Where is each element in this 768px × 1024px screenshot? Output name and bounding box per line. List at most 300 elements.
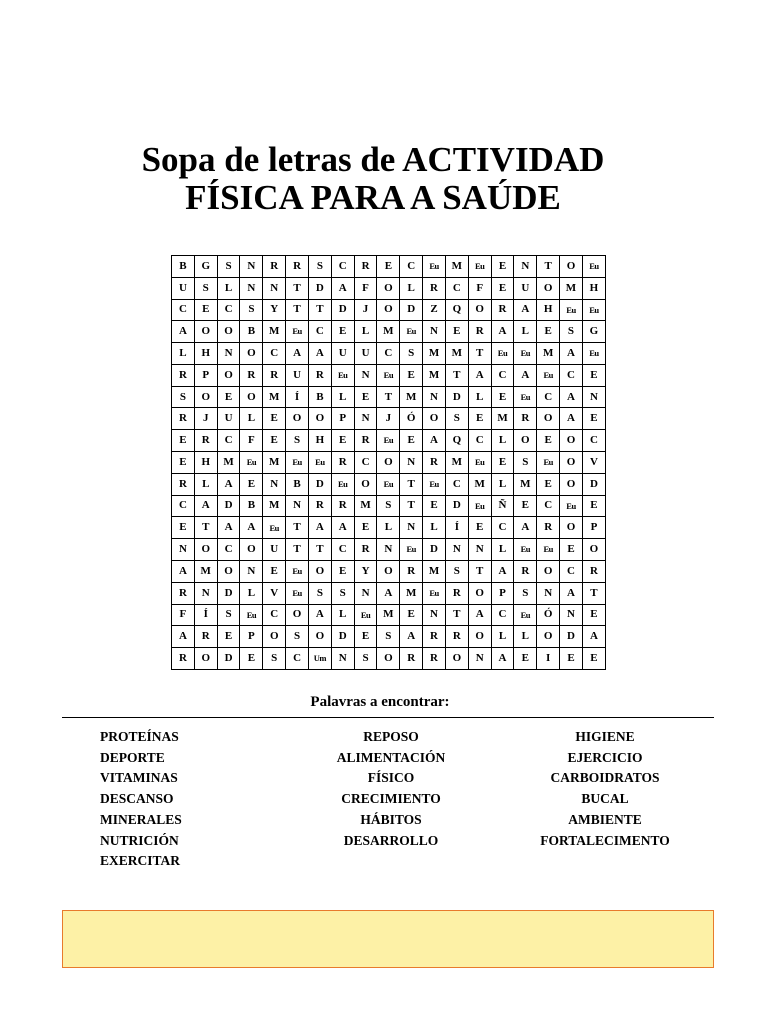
grid-cell[interactable]: O: [308, 626, 331, 648]
grid-cell[interactable]: M: [491, 408, 514, 430]
grid-cell[interactable]: E: [263, 430, 286, 452]
grid-cell[interactable]: Eu: [537, 539, 560, 561]
grid-cell[interactable]: T: [377, 386, 400, 408]
grid-cell[interactable]: S: [172, 386, 195, 408]
grid-cell[interactable]: N: [377, 539, 400, 561]
grid-cell[interactable]: A: [514, 364, 537, 386]
grid-cell[interactable]: C: [217, 299, 240, 321]
grid-cell[interactable]: O: [286, 408, 309, 430]
grid-cell[interactable]: Q: [445, 299, 468, 321]
grid-cell[interactable]: Eu: [514, 604, 537, 626]
grid-cell[interactable]: M: [468, 473, 491, 495]
grid-cell[interactable]: L: [240, 408, 263, 430]
grid-cell[interactable]: L: [377, 517, 400, 539]
grid-cell[interactable]: E: [331, 560, 354, 582]
grid-cell[interactable]: E: [172, 430, 195, 452]
grid-cell[interactable]: L: [331, 604, 354, 626]
grid-cell[interactable]: A: [514, 517, 537, 539]
grid-cell[interactable]: T: [445, 364, 468, 386]
grid-cell[interactable]: S: [445, 408, 468, 430]
grid-cell[interactable]: A: [560, 582, 583, 604]
grid-cell[interactable]: F: [172, 604, 195, 626]
grid-cell[interactable]: A: [308, 517, 331, 539]
grid-cell[interactable]: Eu: [423, 582, 446, 604]
grid-cell[interactable]: Eu: [468, 452, 491, 474]
grid-cell[interactable]: L: [354, 321, 377, 343]
grid-cell[interactable]: C: [377, 343, 400, 365]
grid-cell[interactable]: R: [194, 626, 217, 648]
grid-cell[interactable]: C: [172, 299, 195, 321]
grid-cell[interactable]: O: [194, 648, 217, 670]
grid-cell[interactable]: Eu: [582, 256, 605, 278]
grid-cell[interactable]: E: [537, 430, 560, 452]
grid-cell[interactable]: R: [354, 256, 377, 278]
grid-cell[interactable]: Eu: [468, 256, 491, 278]
grid-cell[interactable]: L: [491, 626, 514, 648]
grid-cell[interactable]: O: [377, 452, 400, 474]
grid-cell[interactable]: L: [400, 277, 423, 299]
grid-cell[interactable]: N: [263, 473, 286, 495]
grid-cell[interactable]: A: [172, 560, 195, 582]
grid-cell[interactable]: M: [445, 256, 468, 278]
grid-cell[interactable]: E: [331, 321, 354, 343]
grid-cell[interactable]: Eu: [582, 343, 605, 365]
grid-cell[interactable]: E: [400, 430, 423, 452]
grid-cell[interactable]: Eu: [423, 256, 446, 278]
grid-cell[interactable]: S: [286, 626, 309, 648]
grid-cell[interactable]: A: [240, 517, 263, 539]
grid-cell[interactable]: V: [582, 452, 605, 474]
grid-cell[interactable]: A: [172, 321, 195, 343]
grid-cell[interactable]: C: [354, 452, 377, 474]
grid-cell[interactable]: U: [354, 343, 377, 365]
grid-cell[interactable]: C: [331, 256, 354, 278]
grid-cell[interactable]: E: [445, 321, 468, 343]
grid-cell[interactable]: N: [354, 582, 377, 604]
grid-cell[interactable]: N: [423, 386, 446, 408]
grid-cell[interactable]: O: [423, 408, 446, 430]
grid-cell[interactable]: R: [240, 364, 263, 386]
grid-cell[interactable]: R: [331, 495, 354, 517]
grid-cell[interactable]: L: [194, 473, 217, 495]
grid-cell[interactable]: C: [217, 539, 240, 561]
grid-cell[interactable]: O: [468, 299, 491, 321]
grid-cell[interactable]: O: [560, 473, 583, 495]
grid-cell[interactable]: M: [194, 560, 217, 582]
grid-cell[interactable]: G: [582, 321, 605, 343]
grid-cell[interactable]: E: [582, 364, 605, 386]
grid-cell[interactable]: T: [400, 473, 423, 495]
grid-cell[interactable]: R: [172, 364, 195, 386]
grid-cell[interactable]: S: [514, 582, 537, 604]
grid-cell[interactable]: E: [491, 386, 514, 408]
grid-cell[interactable]: T: [286, 517, 309, 539]
grid-cell[interactable]: O: [377, 277, 400, 299]
grid-cell[interactable]: S: [377, 626, 400, 648]
grid-cell[interactable]: L: [172, 343, 195, 365]
grid-cell[interactable]: M: [423, 364, 446, 386]
grid-cell[interactable]: R: [468, 321, 491, 343]
grid-cell[interactable]: N: [400, 452, 423, 474]
grid-cell[interactable]: N: [400, 517, 423, 539]
grid-cell[interactable]: C: [537, 386, 560, 408]
grid-cell[interactable]: Eu: [423, 473, 446, 495]
grid-cell[interactable]: Í: [286, 386, 309, 408]
grid-cell[interactable]: T: [468, 560, 491, 582]
grid-cell[interactable]: B: [308, 386, 331, 408]
grid-cell[interactable]: E: [263, 408, 286, 430]
grid-cell[interactable]: L: [240, 582, 263, 604]
grid-cell[interactable]: A: [331, 517, 354, 539]
grid-cell[interactable]: Eu: [400, 321, 423, 343]
grid-cell[interactable]: F: [468, 277, 491, 299]
grid-cell[interactable]: A: [172, 626, 195, 648]
grid-cell[interactable]: O: [217, 321, 240, 343]
grid-cell[interactable]: E: [514, 648, 537, 670]
grid-cell[interactable]: O: [377, 299, 400, 321]
grid-cell[interactable]: C: [331, 539, 354, 561]
grid-cell[interactable]: R: [172, 473, 195, 495]
grid-cell[interactable]: R: [194, 430, 217, 452]
grid-cell[interactable]: Eu: [331, 364, 354, 386]
grid-cell[interactable]: Eu: [537, 364, 560, 386]
grid-cell[interactable]: E: [172, 452, 195, 474]
grid-cell[interactable]: R: [172, 408, 195, 430]
grid-cell[interactable]: Eu: [377, 364, 400, 386]
grid-cell[interactable]: B: [240, 495, 263, 517]
grid-cell[interactable]: I: [537, 648, 560, 670]
grid-cell[interactable]: U: [286, 364, 309, 386]
grid-cell[interactable]: Eu: [286, 582, 309, 604]
grid-cell[interactable]: R: [423, 626, 446, 648]
grid-cell[interactable]: M: [514, 473, 537, 495]
grid-cell[interactable]: R: [491, 299, 514, 321]
grid-cell[interactable]: S: [217, 256, 240, 278]
grid-cell[interactable]: R: [263, 256, 286, 278]
grid-cell[interactable]: O: [560, 452, 583, 474]
grid-cell[interactable]: A: [217, 473, 240, 495]
grid-cell[interactable]: C: [286, 648, 309, 670]
grid-cell[interactable]: R: [308, 364, 331, 386]
grid-cell[interactable]: O: [240, 539, 263, 561]
grid-cell[interactable]: A: [514, 299, 537, 321]
grid-cell[interactable]: E: [354, 386, 377, 408]
grid-cell[interactable]: M: [445, 452, 468, 474]
grid-cell[interactable]: M: [217, 452, 240, 474]
grid-cell[interactable]: M: [377, 604, 400, 626]
grid-cell[interactable]: S: [217, 604, 240, 626]
grid-cell[interactable]: O: [445, 648, 468, 670]
grid-cell[interactable]: B: [172, 256, 195, 278]
grid-cell[interactable]: N: [194, 582, 217, 604]
grid-cell[interactable]: S: [286, 430, 309, 452]
grid-cell[interactable]: R: [423, 648, 446, 670]
grid-cell[interactable]: F: [354, 277, 377, 299]
grid-cell[interactable]: R: [263, 364, 286, 386]
grid-cell[interactable]: S: [308, 256, 331, 278]
grid-cell[interactable]: N: [514, 256, 537, 278]
grid-cell[interactable]: E: [172, 517, 195, 539]
grid-cell[interactable]: E: [537, 321, 560, 343]
grid-cell[interactable]: O: [377, 648, 400, 670]
grid-cell[interactable]: D: [331, 299, 354, 321]
grid-cell[interactable]: A: [308, 604, 331, 626]
grid-cell[interactable]: E: [560, 648, 583, 670]
grid-cell[interactable]: P: [582, 517, 605, 539]
grid-cell[interactable]: M: [263, 452, 286, 474]
grid-cell[interactable]: T: [308, 299, 331, 321]
grid-cell[interactable]: T: [445, 604, 468, 626]
grid-cell[interactable]: C: [582, 430, 605, 452]
grid-cell[interactable]: N: [468, 648, 491, 670]
grid-cell[interactable]: N: [240, 277, 263, 299]
grid-cell[interactable]: C: [491, 364, 514, 386]
grid-cell[interactable]: R: [582, 560, 605, 582]
grid-cell[interactable]: R: [331, 452, 354, 474]
grid-cell[interactable]: M: [445, 343, 468, 365]
grid-cell[interactable]: A: [377, 582, 400, 604]
grid-cell[interactable]: N: [286, 495, 309, 517]
grid-cell[interactable]: M: [560, 277, 583, 299]
grid-cell[interactable]: S: [377, 495, 400, 517]
grid-cell[interactable]: C: [491, 517, 514, 539]
grid-cell[interactable]: Ñ: [491, 495, 514, 517]
grid-cell[interactable]: T: [286, 299, 309, 321]
grid-cell[interactable]: C: [445, 473, 468, 495]
grid-cell[interactable]: A: [331, 277, 354, 299]
grid-cell[interactable]: E: [423, 495, 446, 517]
grid-cell[interactable]: N: [423, 321, 446, 343]
grid-cell[interactable]: O: [354, 473, 377, 495]
grid-cell[interactable]: E: [400, 364, 423, 386]
grid-cell[interactable]: C: [491, 604, 514, 626]
grid-cell[interactable]: P: [491, 582, 514, 604]
grid-cell[interactable]: D: [423, 539, 446, 561]
grid-cell[interactable]: D: [308, 473, 331, 495]
grid-cell[interactable]: A: [582, 626, 605, 648]
grid-cell[interactable]: T: [286, 277, 309, 299]
grid-cell[interactable]: R: [172, 582, 195, 604]
grid-cell[interactable]: L: [217, 277, 240, 299]
grid-cell[interactable]: L: [331, 386, 354, 408]
grid-cell[interactable]: H: [194, 452, 217, 474]
grid-cell[interactable]: M: [377, 321, 400, 343]
grid-cell[interactable]: O: [240, 343, 263, 365]
grid-cell[interactable]: Eu: [377, 430, 400, 452]
grid-cell[interactable]: D: [582, 473, 605, 495]
grid-cell[interactable]: Y: [354, 560, 377, 582]
grid-cell[interactable]: Eu: [286, 321, 309, 343]
grid-cell[interactable]: E: [240, 648, 263, 670]
grid-cell[interactable]: E: [377, 256, 400, 278]
grid-cell[interactable]: O: [537, 560, 560, 582]
grid-cell[interactable]: S: [445, 560, 468, 582]
grid-cell[interactable]: E: [560, 539, 583, 561]
grid-cell[interactable]: Eu: [537, 452, 560, 474]
grid-cell[interactable]: O: [240, 386, 263, 408]
grid-cell[interactable]: N: [445, 539, 468, 561]
grid-cell[interactable]: O: [582, 539, 605, 561]
grid-cell[interactable]: O: [560, 256, 583, 278]
grid-cell[interactable]: O: [217, 560, 240, 582]
grid-cell[interactable]: Í: [194, 604, 217, 626]
grid-cell[interactable]: U: [217, 408, 240, 430]
grid-cell[interactable]: H: [308, 430, 331, 452]
grid-cell[interactable]: Eu: [263, 517, 286, 539]
grid-cell[interactable]: E: [582, 408, 605, 430]
grid-cell[interactable]: B: [286, 473, 309, 495]
grid-cell[interactable]: E: [331, 430, 354, 452]
grid-cell[interactable]: S: [331, 582, 354, 604]
grid-cell[interactable]: C: [263, 604, 286, 626]
grid-cell[interactable]: Ó: [400, 408, 423, 430]
grid-cell[interactable]: H: [537, 299, 560, 321]
grid-cell[interactable]: Eu: [286, 560, 309, 582]
grid-cell[interactable]: C: [468, 430, 491, 452]
grid-cell[interactable]: L: [491, 473, 514, 495]
grid-cell[interactable]: T: [400, 495, 423, 517]
grid-cell[interactable]: Z: [423, 299, 446, 321]
grid-cell[interactable]: C: [560, 560, 583, 582]
grid-cell[interactable]: O: [377, 560, 400, 582]
grid-cell[interactable]: S: [308, 582, 331, 604]
grid-cell[interactable]: C: [217, 430, 240, 452]
grid-cell[interactable]: B: [240, 321, 263, 343]
grid-cell[interactable]: C: [308, 321, 331, 343]
grid-cell[interactable]: O: [217, 364, 240, 386]
grid-cell[interactable]: Eu: [354, 604, 377, 626]
grid-cell[interactable]: D: [331, 626, 354, 648]
grid-cell[interactable]: Eu: [400, 539, 423, 561]
grid-cell[interactable]: R: [308, 495, 331, 517]
grid-cell[interactable]: J: [194, 408, 217, 430]
grid-cell[interactable]: Eu: [560, 299, 583, 321]
grid-cell[interactable]: U: [172, 277, 195, 299]
grid-cell[interactable]: S: [194, 277, 217, 299]
grid-cell[interactable]: T: [468, 343, 491, 365]
grid-cell[interactable]: D: [445, 386, 468, 408]
grid-cell[interactable]: F: [240, 430, 263, 452]
grid-cell[interactable]: C: [560, 364, 583, 386]
grid-cell[interactable]: R: [445, 626, 468, 648]
grid-cell[interactable]: D: [217, 495, 240, 517]
grid-cell[interactable]: E: [582, 604, 605, 626]
grid-cell[interactable]: Eu: [560, 495, 583, 517]
grid-cell[interactable]: T: [286, 539, 309, 561]
grid-cell[interactable]: O: [514, 430, 537, 452]
grid-cell[interactable]: D: [217, 582, 240, 604]
grid-cell[interactable]: Eu: [514, 386, 537, 408]
grid-cell[interactable]: E: [400, 604, 423, 626]
grid-cell[interactable]: E: [354, 626, 377, 648]
grid-cell[interactable]: N: [263, 277, 286, 299]
grid-cell[interactable]: T: [582, 582, 605, 604]
grid-cell[interactable]: Eu: [377, 473, 400, 495]
grid-cell[interactable]: N: [582, 386, 605, 408]
grid-cell[interactable]: N: [537, 582, 560, 604]
grid-cell[interactable]: L: [514, 321, 537, 343]
grid-cell[interactable]: A: [560, 408, 583, 430]
grid-cell[interactable]: M: [263, 495, 286, 517]
grid-cell[interactable]: P: [240, 626, 263, 648]
grid-cell[interactable]: S: [240, 299, 263, 321]
grid-cell[interactable]: E: [217, 626, 240, 648]
grid-cell[interactable]: Eu: [308, 452, 331, 474]
grid-cell[interactable]: O: [537, 277, 560, 299]
grid-cell[interactable]: R: [423, 277, 446, 299]
grid-cell[interactable]: N: [240, 560, 263, 582]
grid-cell[interactable]: E: [491, 277, 514, 299]
grid-cell[interactable]: J: [377, 408, 400, 430]
grid-cell[interactable]: A: [468, 604, 491, 626]
grid-cell[interactable]: S: [263, 648, 286, 670]
grid-cell[interactable]: O: [263, 626, 286, 648]
grid-cell[interactable]: U: [514, 277, 537, 299]
grid-cell[interactable]: M: [400, 582, 423, 604]
grid-cell[interactable]: Eu: [240, 604, 263, 626]
grid-cell[interactable]: E: [491, 452, 514, 474]
grid-cell[interactable]: E: [354, 517, 377, 539]
grid-cell[interactable]: R: [537, 517, 560, 539]
grid-cell[interactable]: A: [308, 343, 331, 365]
grid-cell[interactable]: R: [400, 560, 423, 582]
grid-cell[interactable]: C: [172, 495, 195, 517]
grid-cell[interactable]: O: [308, 560, 331, 582]
grid-cell[interactable]: U: [331, 343, 354, 365]
grid-cell[interactable]: H: [194, 343, 217, 365]
grid-cell[interactable]: H: [582, 277, 605, 299]
grid-cell[interactable]: O: [560, 517, 583, 539]
grid-cell[interactable]: N: [172, 539, 195, 561]
grid-cell[interactable]: R: [354, 430, 377, 452]
grid-cell[interactable]: R: [354, 539, 377, 561]
grid-cell[interactable]: A: [423, 430, 446, 452]
grid-cell[interactable]: E: [491, 256, 514, 278]
grid-cell[interactable]: D: [308, 277, 331, 299]
grid-cell[interactable]: Um: [308, 648, 331, 670]
grid-cell[interactable]: N: [354, 364, 377, 386]
grid-cell[interactable]: L: [491, 539, 514, 561]
grid-cell[interactable]: N: [331, 648, 354, 670]
grid-cell[interactable]: O: [468, 626, 491, 648]
grid-cell[interactable]: P: [331, 408, 354, 430]
grid-cell[interactable]: A: [560, 386, 583, 408]
grid-cell[interactable]: A: [400, 626, 423, 648]
grid-cell[interactable]: T: [537, 256, 560, 278]
grid-cell[interactable]: Eu: [514, 539, 537, 561]
grid-cell[interactable]: L: [514, 626, 537, 648]
grid-cell[interactable]: G: [194, 256, 217, 278]
grid-cell[interactable]: T: [194, 517, 217, 539]
grid-cell[interactable]: R: [172, 648, 195, 670]
grid-cell[interactable]: U: [263, 539, 286, 561]
grid-cell[interactable]: E: [514, 495, 537, 517]
grid-cell[interactable]: Eu: [514, 343, 537, 365]
grid-cell[interactable]: O: [468, 582, 491, 604]
grid-cell[interactable]: N: [560, 604, 583, 626]
grid-cell[interactable]: E: [582, 495, 605, 517]
grid-cell[interactable]: S: [514, 452, 537, 474]
grid-cell[interactable]: O: [308, 408, 331, 430]
grid-cell[interactable]: E: [217, 386, 240, 408]
grid-cell[interactable]: L: [468, 386, 491, 408]
grid-cell[interactable]: Í: [445, 517, 468, 539]
grid-cell[interactable]: D: [445, 495, 468, 517]
grid-cell[interactable]: M: [263, 321, 286, 343]
grid-cell[interactable]: A: [491, 648, 514, 670]
grid-cell[interactable]: Eu: [491, 343, 514, 365]
grid-cell[interactable]: Eu: [331, 473, 354, 495]
